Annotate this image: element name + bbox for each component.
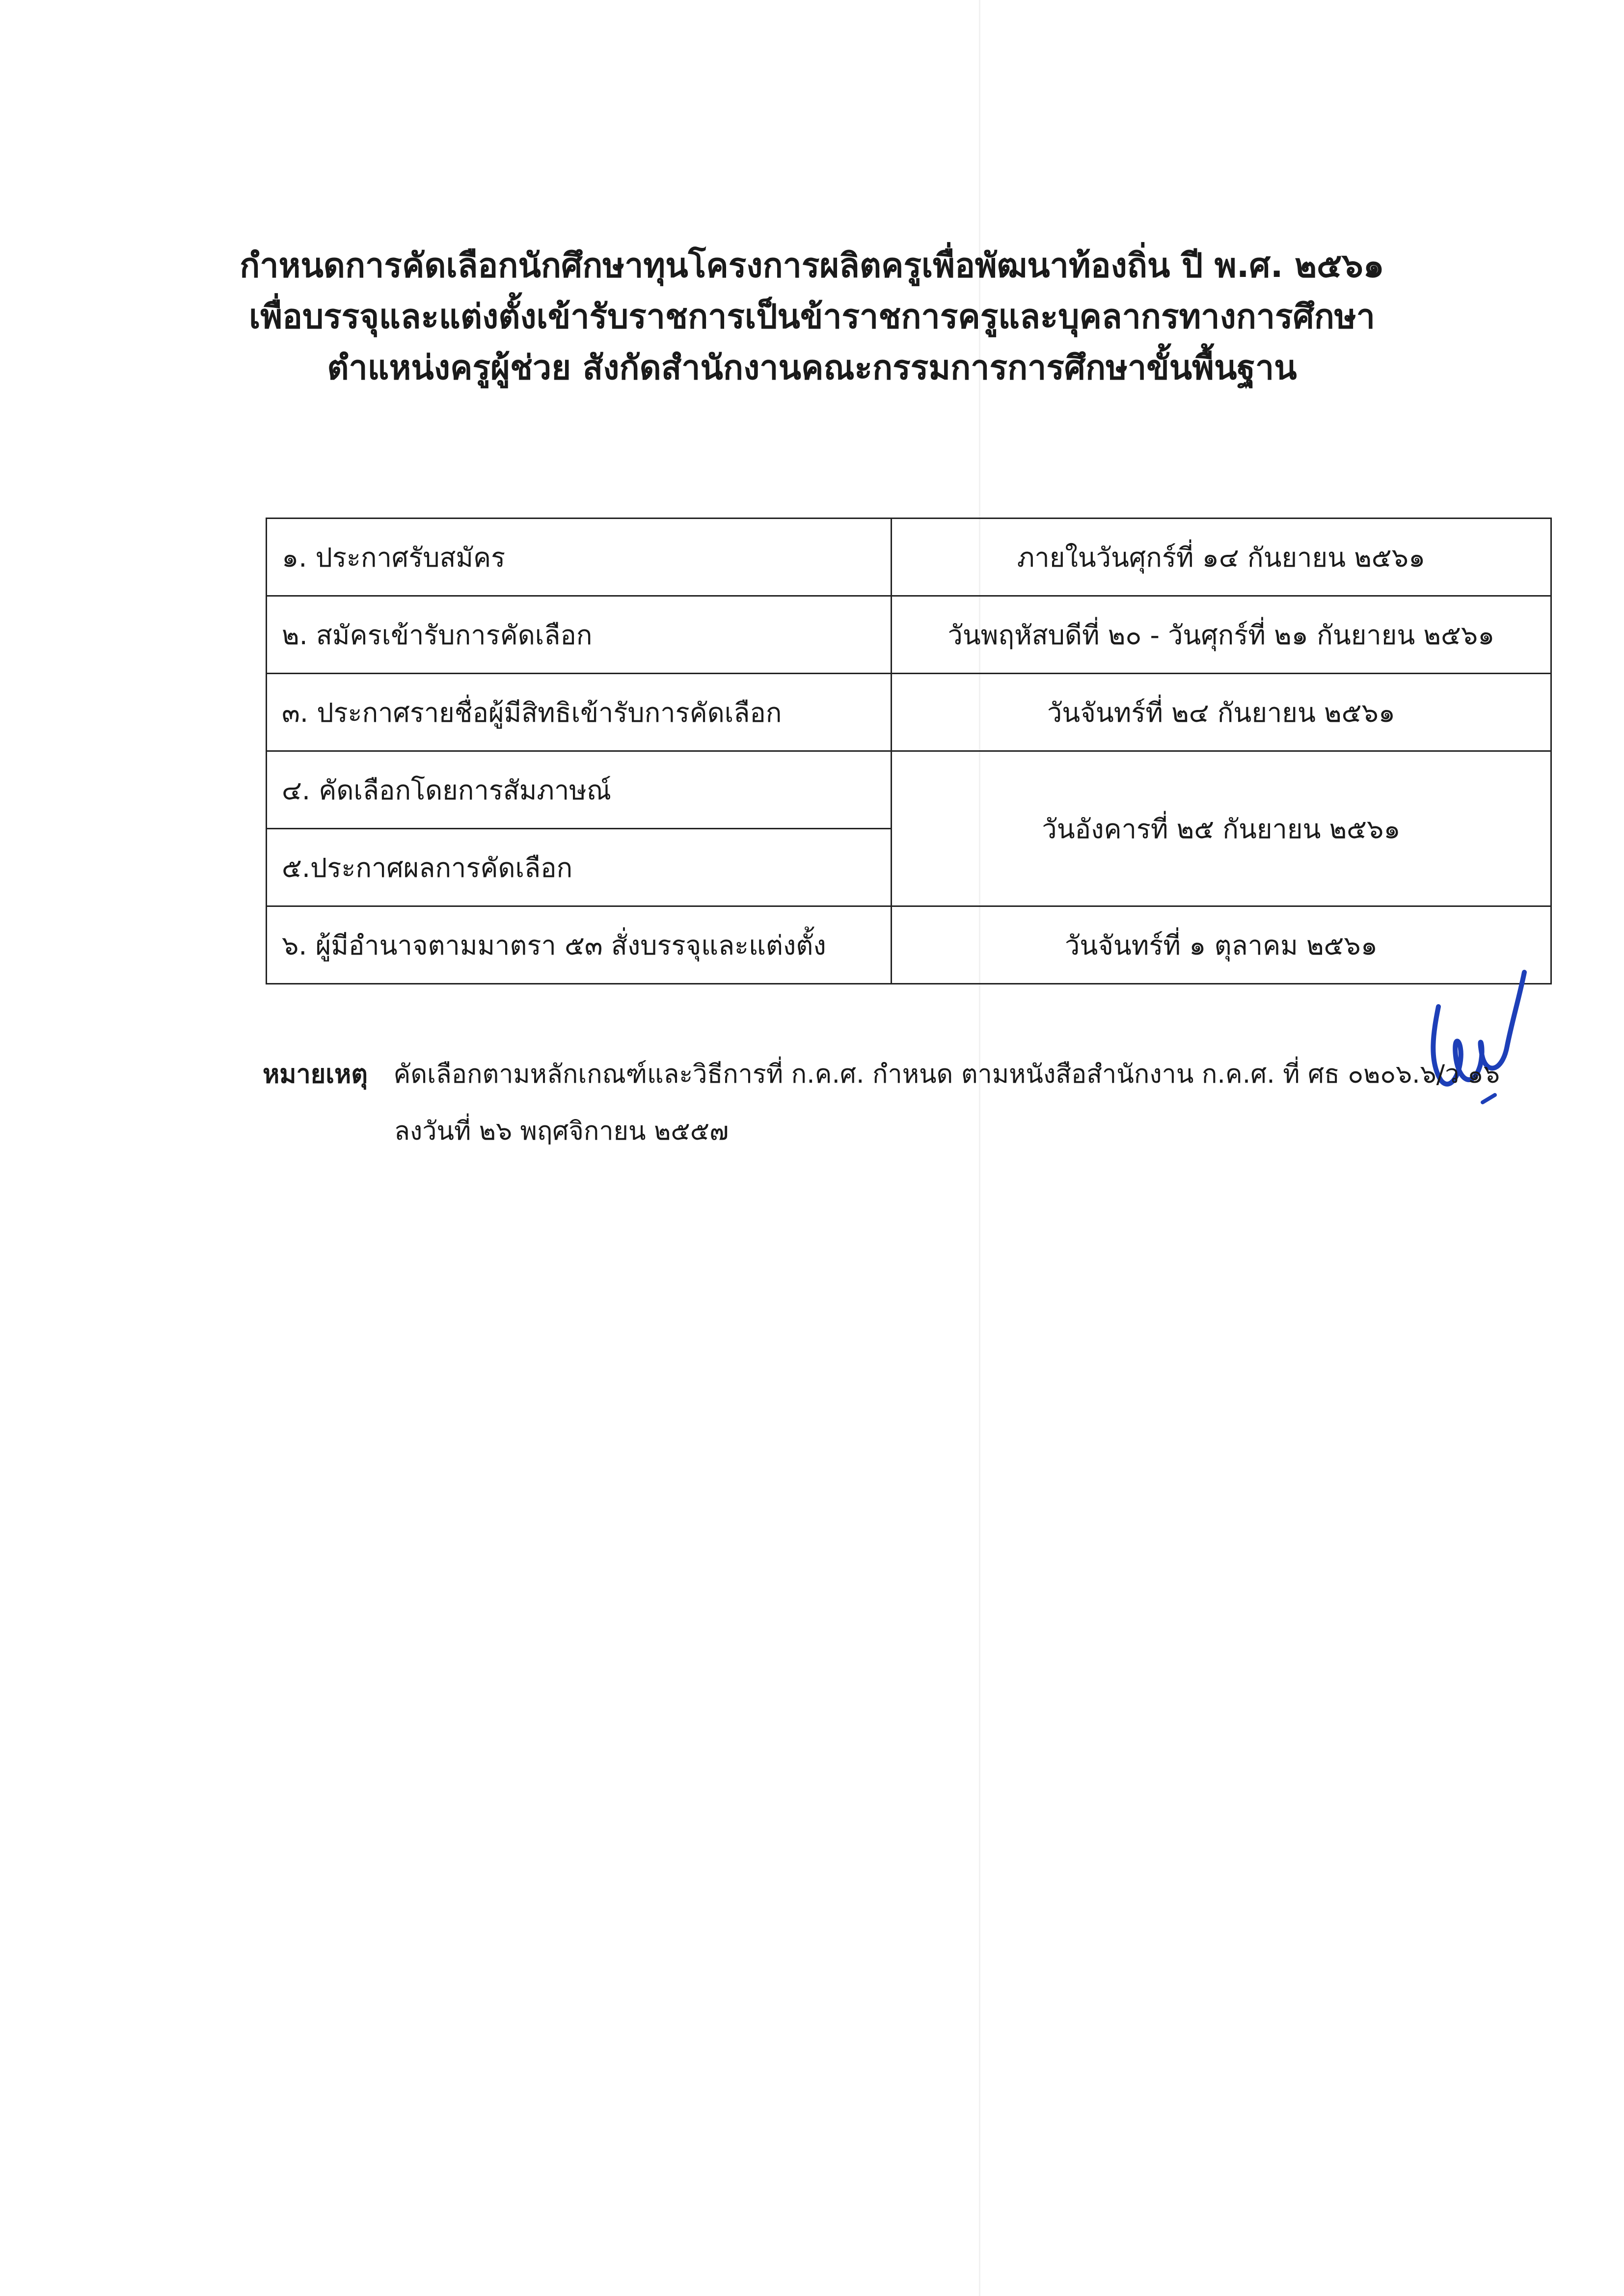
schedule-row [267, 674, 1551, 751]
note-text-line-1: คัดเลือกตามหลักเกณฑ์และวิธีการที่ ก.ค.ศ. กำหนด ตามหนังสือสำนักงาน ก.ค.ศ. ที่ ศธ ๐๒๐๖.๖/ว ๑๖ [393, 1060, 1500, 1089]
schedule-step: ๖. ผู้มีอำนาจตามมาตรา ๕๓ สั่งบรรจุและแต่งตั้ง [267, 906, 892, 984]
schedule-date: วันอังคารที่ ๒๕ กันยายน ๒๕๖๑ [892, 751, 1551, 906]
schedule-date: ภายในวันศุกร์ที่ ๑๔ กันยายน ๒๕๖๑ [892, 519, 1551, 596]
note-label: หมายเหตุ [263, 1060, 368, 1089]
schedule-row [267, 519, 1551, 596]
schedule-step: ๑. ประกาศรับสมัคร [267, 519, 892, 596]
schedule-table [266, 518, 1552, 984]
title-line-3: ตำแหน่งครูผู้ช่วย สังกัดสำนักงานคณะกรรมการการศึกษาขั้นพื้นฐาน [327, 349, 1297, 387]
schedule-step: ๔. คัดเลือกโดยการสัมภาษณ์ [267, 751, 892, 829]
schedule-step: ๕.ประกาศผลการคัดเลือก [267, 829, 892, 906]
schedule-date: วันพฤหัสบดีที่ ๒๐ - วันศุกร์ที่ ๒๑ กันยายน ๒๕๖๑ [892, 596, 1551, 674]
title-line-1: กำหนดการคัดเลือกนักศึกษาทุนโครงการผลิตครูเพื่อพัฒนาท้องถิ่น ปี พ.ศ. ๒๕๖๑ [240, 246, 1384, 285]
schedule-row [267, 751, 1551, 829]
schedule-date: วันจันทร์ที่ ๑ ตุลาคม ๒๕๖๑ [892, 906, 1551, 984]
title-line-2: เพื่อบรรจุและแต่งตั้งเข้ารับราชการเป็นข้าราชการครูและบุคลากรทางการศึกษา [249, 298, 1375, 336]
schedule-step: ๒. สมัครเข้ารับการคัดเลือก [267, 596, 892, 674]
note-text-line-2: ลงวันที่ ๒๖ พฤศจิกายน ๒๕๕๗ [394, 1117, 729, 1146]
schedule-row [267, 906, 1551, 984]
schedule-step: ๓. ประกาศรายชื่อผู้มีสิทธิเข้ารับการคัดเลือก [267, 674, 892, 751]
schedule-date: วันจันทร์ที่ ๒๔ กันยายน ๒๕๖๑ [892, 674, 1551, 751]
note-block [263, 1046, 1500, 1160]
document-title [0, 241, 1624, 394]
schedule-row [267, 596, 1551, 674]
